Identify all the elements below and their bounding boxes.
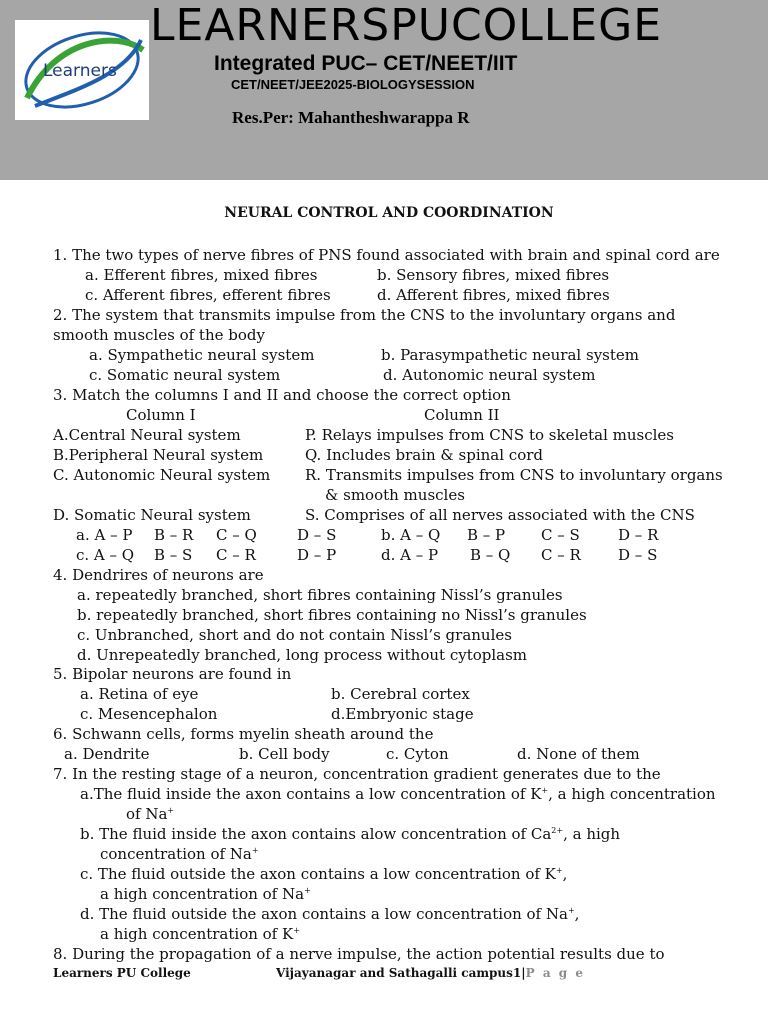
footer-campus: Vijayanagar and Sathagalli campus1|P a g e bbox=[276, 966, 585, 980]
q4-option-a: a. repeatedly branched, short fibres containing Nissl’s granules bbox=[77, 586, 563, 604]
q3-option-c-2: B – S bbox=[154, 546, 193, 564]
q3-item-r: R. Transmits impulses from CNS to involuntary organs bbox=[305, 466, 723, 484]
q5-option-b: b. Cerebral cortex bbox=[331, 685, 470, 703]
column-1-header: Column I bbox=[126, 406, 196, 424]
q3-option-a-1: a. A – P bbox=[76, 526, 133, 544]
footer-college: Learners PU College bbox=[53, 966, 191, 980]
q3-item-q: Q. Includes brain & spinal cord bbox=[305, 446, 544, 464]
q7-option-b-cont: concentration of Na+ bbox=[100, 845, 259, 863]
resource-person: Res.Per: Mahantheshwarappa R bbox=[232, 108, 470, 127]
question-8: 8. During the propagation of a nerve impulse, the action potential results due to bbox=[53, 945, 665, 963]
q7-option-d: d. The fluid outside the axon contains a low concentration of Na+, bbox=[80, 905, 580, 923]
q6-option-d: d. None of them bbox=[517, 745, 640, 763]
q4-option-c: c. Unbranched, short and do not contain Nissl’s granules bbox=[77, 626, 512, 644]
q3-item-s: S. Comprises of all nerves associated with the CNS bbox=[305, 506, 695, 524]
page-label: P a g e bbox=[525, 966, 585, 980]
q1-option-c: c. Afferent fibres, efferent fibres bbox=[85, 286, 331, 304]
q2-option-b: b. Parasympathetic neural system bbox=[381, 346, 639, 364]
q3-item-c: C. Autonomic Neural system bbox=[53, 466, 271, 484]
question-6: 6. Schwann cells, forms myelin sheath around the bbox=[53, 725, 434, 743]
q1-option-b: b. Sensory fibres, mixed fibres bbox=[377, 266, 610, 284]
q3-option-a-2: B – R bbox=[154, 526, 194, 544]
q3-option-c-1: c. A – Q bbox=[76, 546, 135, 564]
page-title: NEURAL CONTROL AND COORDINATION bbox=[224, 205, 554, 221]
q5-option-c: c. Mesencephalon bbox=[80, 705, 218, 723]
q5-option-d: d.Embryonic stage bbox=[331, 705, 474, 723]
q3-item-b: B.Peripheral Neural system bbox=[53, 446, 264, 464]
logo-swoosh-icon bbox=[15, 20, 149, 120]
q2-option-a: a. Sympathetic neural system bbox=[89, 346, 315, 364]
question-5: 5. Bipolar neurons are found in bbox=[53, 665, 292, 683]
q3-option-a-4: D – S bbox=[297, 526, 337, 544]
q6-option-a: a. Dendrite bbox=[64, 745, 150, 763]
question-2: 2. The system that transmits impulse from the CNS to the involuntary organs and bbox=[53, 306, 676, 324]
q3-option-d-4: D – S bbox=[618, 546, 658, 564]
learners-logo bbox=[15, 20, 149, 120]
q6-option-b: b. Cell body bbox=[239, 745, 330, 763]
question-4: 4. Dendrires of neurons are bbox=[53, 566, 264, 584]
q3-option-b-4: D – R bbox=[618, 526, 659, 544]
column-2-header: Column II bbox=[424, 406, 500, 424]
header-subtitle: Integrated PUC– CET/NEET/IIT bbox=[214, 52, 518, 75]
q7-option-a-cont: of Na+ bbox=[126, 805, 175, 823]
q1-option-a: a. Efferent fibres, mixed fibres bbox=[85, 266, 318, 284]
question-3: 3. Match the columns I and II and choose the correct option bbox=[53, 386, 511, 404]
q3-option-b-2: B – P bbox=[467, 526, 506, 544]
q3-item-d: D. Somatic Neural system bbox=[53, 506, 251, 524]
logo-text: Learners bbox=[43, 61, 117, 81]
q1-option-d: d. Afferent fibres, mixed fibres bbox=[377, 286, 610, 304]
q3-item-a: A.Central Neural system bbox=[53, 426, 241, 444]
q7-option-a: a.The fluid inside the axon contains a low concentration of K+, a high concentration bbox=[80, 785, 716, 803]
header-banner bbox=[0, 0, 768, 180]
q3-option-c-3: C – R bbox=[216, 546, 256, 564]
q3-item-r-cont: & smooth muscles bbox=[325, 486, 465, 504]
question-2-cont: smooth muscles of the body bbox=[53, 326, 265, 344]
q4-option-d: d. Unrepeatedly branched, long process without cytoplasm bbox=[77, 646, 528, 664]
q6-option-c: c. Cyton bbox=[386, 745, 449, 763]
q3-option-b-3: C – S bbox=[541, 526, 580, 544]
question-7: 7. In the resting stage of a neuron, concentration gradient generates due to the bbox=[53, 765, 661, 783]
q3-option-b-1: b. A – Q bbox=[381, 526, 441, 544]
q2-option-d: d. Autonomic neural system bbox=[383, 366, 596, 384]
q5-option-a: a. Retina of eye bbox=[80, 685, 199, 703]
college-name: LEARNERSPUCOLLEGE bbox=[150, 0, 663, 51]
question-1: 1. The two types of nerve fibres of PNS found associated with brain and spinal cord are bbox=[53, 246, 720, 264]
q7-option-c: c. The fluid outside the axon contains a low concentration of K+, bbox=[80, 865, 568, 883]
q4-option-b: b. repeatedly branched, short fibres containing no Nissl’s granules bbox=[77, 606, 587, 624]
q3-option-a-3: C – Q bbox=[216, 526, 257, 544]
session-label: CET/NEET/JEE2025-BIOLOGYSESSION bbox=[231, 77, 475, 92]
q3-option-c-4: D – P bbox=[297, 546, 337, 564]
q7-option-d-cont: a high concentration of K+ bbox=[100, 925, 300, 943]
q3-option-d-1: d. A – P bbox=[381, 546, 439, 564]
q3-option-d-2: B – Q bbox=[470, 546, 511, 564]
q7-option-c-cont: a high concentration of Na+ bbox=[100, 885, 311, 903]
q3-option-d-3: C – R bbox=[541, 546, 581, 564]
q2-option-c: c. Somatic neural system bbox=[89, 366, 281, 384]
q7-option-b: b. The fluid inside the axon contains alow concentration of $Ca^{2+}$, a high bbox=[80, 825, 621, 843]
q3-item-p: P. Relays impulses from CNS to skeletal muscles bbox=[305, 426, 675, 444]
